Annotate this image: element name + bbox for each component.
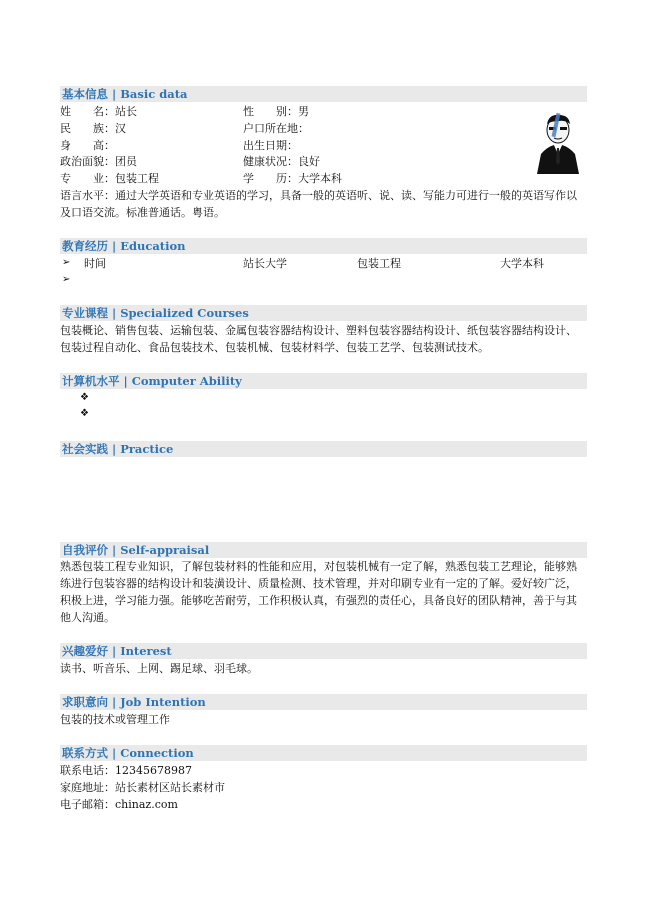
section-basic-title: 基本信息 | Basic data <box>60 86 587 102</box>
height-field: 身 高： <box>60 139 115 152</box>
section-job-title: 求职意向 | Job Intention <box>60 694 587 710</box>
major-field: 专 业：包装工程 <box>60 172 159 185</box>
gender-field: 性 别：男 <box>243 105 309 118</box>
name-field: 姓 名：站长 <box>60 105 137 118</box>
self-appraisal-text: 熟悉包装工程专业知识，了解包装材料的性能和应用，对包装机械有一定了解，熟悉包装工艺理论，能够熟练进行包装容器的结构设计和装潢设计、质量检测、技术管理，并对印刷专业有一定的了解。爱好较广泛，积极上进，学习能力强。能够吃苦耐劳，工作积极认真，有强烈的责任心，具备良好的团队精神，善于与其他人沟通。 <box>60 560 577 624</box>
education-bullet-1: ➢ <box>62 257 71 268</box>
ethnicity-field: 民 族：汉 <box>60 122 126 135</box>
section-contact-title: 联系方式 | Connection <box>60 745 587 761</box>
health-field: 健康状况：良好 <box>243 155 320 168</box>
section-interest-title: 兴趣爱好 | Interest <box>60 643 587 659</box>
contact-phone: 联系电话：12345678987 <box>60 764 192 777</box>
education-bullet-2: ➢ <box>62 274 71 285</box>
section-education-title: 教育经历 | Education <box>60 238 587 254</box>
computer-bullet-2: ❖ <box>80 408 89 419</box>
education-school: 站长大学 <box>243 257 287 270</box>
education-time: 时间 <box>84 257 106 270</box>
contact-email: 电子邮箱：chinaz.com <box>60 798 178 811</box>
education-degree: 大学本科 <box>500 257 544 270</box>
computer-bullet-1: ❖ <box>80 392 89 403</box>
language-level: 语言水平：通过大学英语和专业英语的学习，具备一般的英语听、说、读、写能力可进行一般的英语写作以及口语交流。标准普通话。粤语。 <box>60 189 577 219</box>
avatar <box>535 110 581 174</box>
education-major: 包装工程 <box>357 257 401 270</box>
birthdate-field: 出生日期： <box>243 139 298 152</box>
section-courses-title: 专业课程 | Specialized Courses <box>60 305 587 321</box>
section-computer-title: 计算机水平 | Computer Ability <box>60 373 587 389</box>
job-intention-text: 包装的技术或管理工作 <box>60 713 170 726</box>
section-self-title: 自我评价 | Self-appraisal <box>60 542 587 558</box>
political-field: 政治面貌：团员 <box>60 155 137 168</box>
interest-text: 读书、听音乐、上网、踢足球、羽毛球。 <box>60 662 258 675</box>
contact-address: 家庭地址：站长素材区站长素材市 <box>60 781 225 794</box>
section-practice-title: 社会实践 | Practice <box>60 441 587 457</box>
courses-list: 包装概论、销售包装、运输包装、金属包装容器结构设计、塑料包装容器结构设计、纸包装容器结构设计、包装过程自动化、食品包装技术、包装机械、包装材料学、包装工艺学、包装测试技术。 <box>60 324 577 354</box>
hukou-field: 户口所在地： <box>243 122 309 135</box>
degree-field: 学 历：大学本科 <box>243 172 342 185</box>
